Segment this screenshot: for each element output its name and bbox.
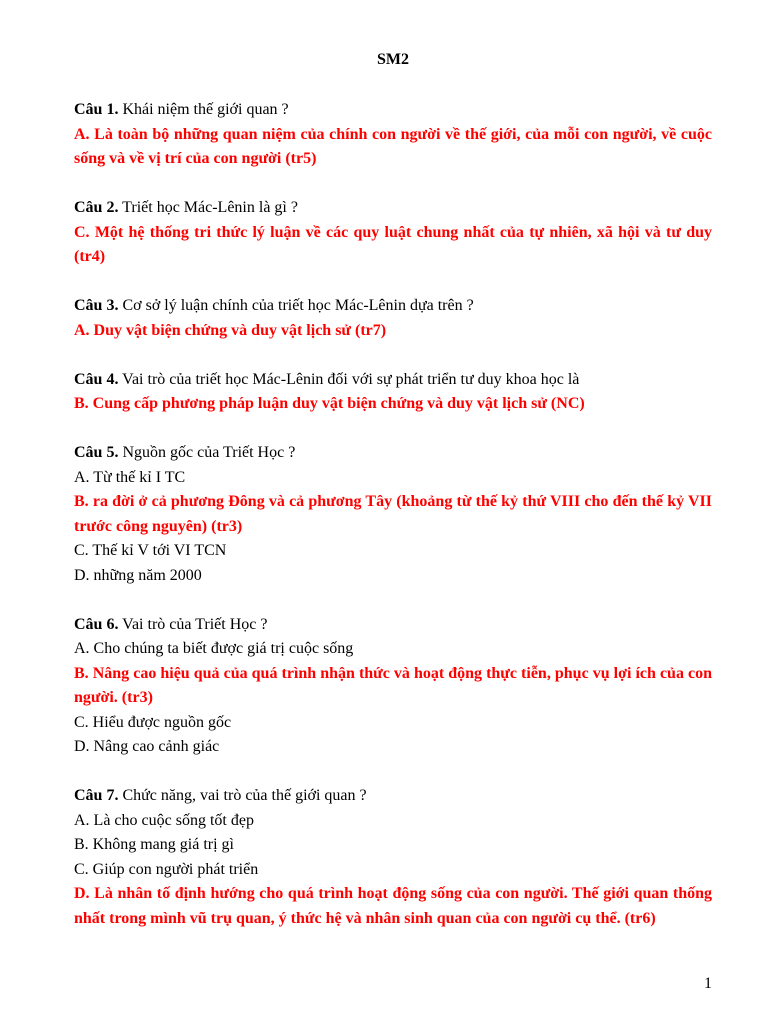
answer-option: D. Là nhân tố định hướng cho quá trình hoạt động sống của con người. Thế giới quan thống nhất trong mình vũ trụ quan, ý thức hệ và nhân sinh quan của con người cụ thể. (tr6) (74, 885, 712, 927)
question-number: Câu 4. (74, 370, 119, 388)
question-text: Khái niệm thế giới quan ? (118, 101, 289, 118)
question-list (74, 98, 712, 956)
question-prompt (74, 98, 712, 123)
question-5 (74, 441, 712, 588)
question-prompt (74, 294, 712, 319)
answer-option: B. Cung cấp phương pháp luận duy vật biện chứng và duy vật lịch sử (NC) (74, 395, 585, 412)
page-number: 1 (704, 975, 712, 992)
question-text: Vai trò của triết học Mác-Lênin đối với sự phát triển tư duy khoa học là (118, 370, 580, 388)
answer-option: C. Hiểu được nguồn gốc (74, 713, 232, 731)
question-prompt (74, 613, 712, 638)
question-text: Vai trò của Triết Học ? (118, 615, 268, 633)
answer-option: D. Nâng cao cảnh giác (74, 738, 220, 755)
answer-option: A. Duy vật biện chứng và duy vật lịch sử (tr7) (74, 321, 387, 339)
question-text: Chức năng, vai trò của thế giới quan ? (118, 787, 367, 804)
question-2 (74, 196, 712, 270)
question-number: Câu 7. (74, 787, 119, 804)
question-text: Triết học Mác-Lênin là gì ? (118, 199, 298, 216)
question-number: Câu 5. (74, 444, 119, 461)
answer-option: B. ra đời ở cả phương Đông và cả phương Tây (khoảng từ thế kỷ thứ VIII cho đến thế kỷ VII trước công nguyên) (tr3) (74, 493, 712, 535)
question-1 (74, 98, 712, 172)
answer-option: C. Một hệ thống tri thức lý luận về các quy luật chung nhất của tự nhiên, xã hội và tư duy (tr4) (74, 223, 712, 265)
answer-option: D. những năm 2000 (74, 566, 202, 584)
answer-option: C. Thế kỉ V tới VI TCN (74, 542, 227, 559)
answer-option: A. Là toàn bộ những quan niệm của chính con người về thế giới, của mỗi con người, về cuộc sống và về vị trí của con người (tr5) (74, 125, 712, 167)
question-number: Câu 6. (74, 615, 119, 633)
question-7 (74, 784, 712, 931)
question-number: Câu 2. (74, 199, 119, 216)
question-prompt (74, 196, 712, 221)
question-prompt (74, 784, 712, 809)
answer-option: B. Nâng cao hiệu quả của quá trình nhận thức và hoạt động thực tiễn, phục vụ lợi ích của con người. (tr3) (74, 664, 712, 706)
answer-option: B. Không mang giá trị gì (74, 836, 234, 853)
question-6 (74, 613, 712, 760)
answer-option: C. Giúp con người phát triển (74, 860, 259, 878)
question-3 (74, 294, 712, 343)
question-prompt (74, 441, 712, 466)
question-number: Câu 3. (74, 297, 119, 314)
document-title: SM2 (377, 51, 409, 68)
question-number: Câu 1. (74, 101, 119, 118)
answer-option: A. Cho chúng ta biết được giá trị cuộc sống (74, 640, 354, 657)
answer-option: A. Là cho cuộc sống tốt đẹp (74, 811, 254, 829)
question-4 (74, 368, 712, 417)
question-text: Nguồn gốc của Triết Học ? (118, 444, 296, 461)
question-prompt (74, 368, 712, 393)
answer-option: A. Từ thế kỉ I TC (74, 468, 186, 486)
question-text: Cơ sở lý luận chính của triết học Mác-Lênin dựa trên ? (118, 297, 474, 314)
